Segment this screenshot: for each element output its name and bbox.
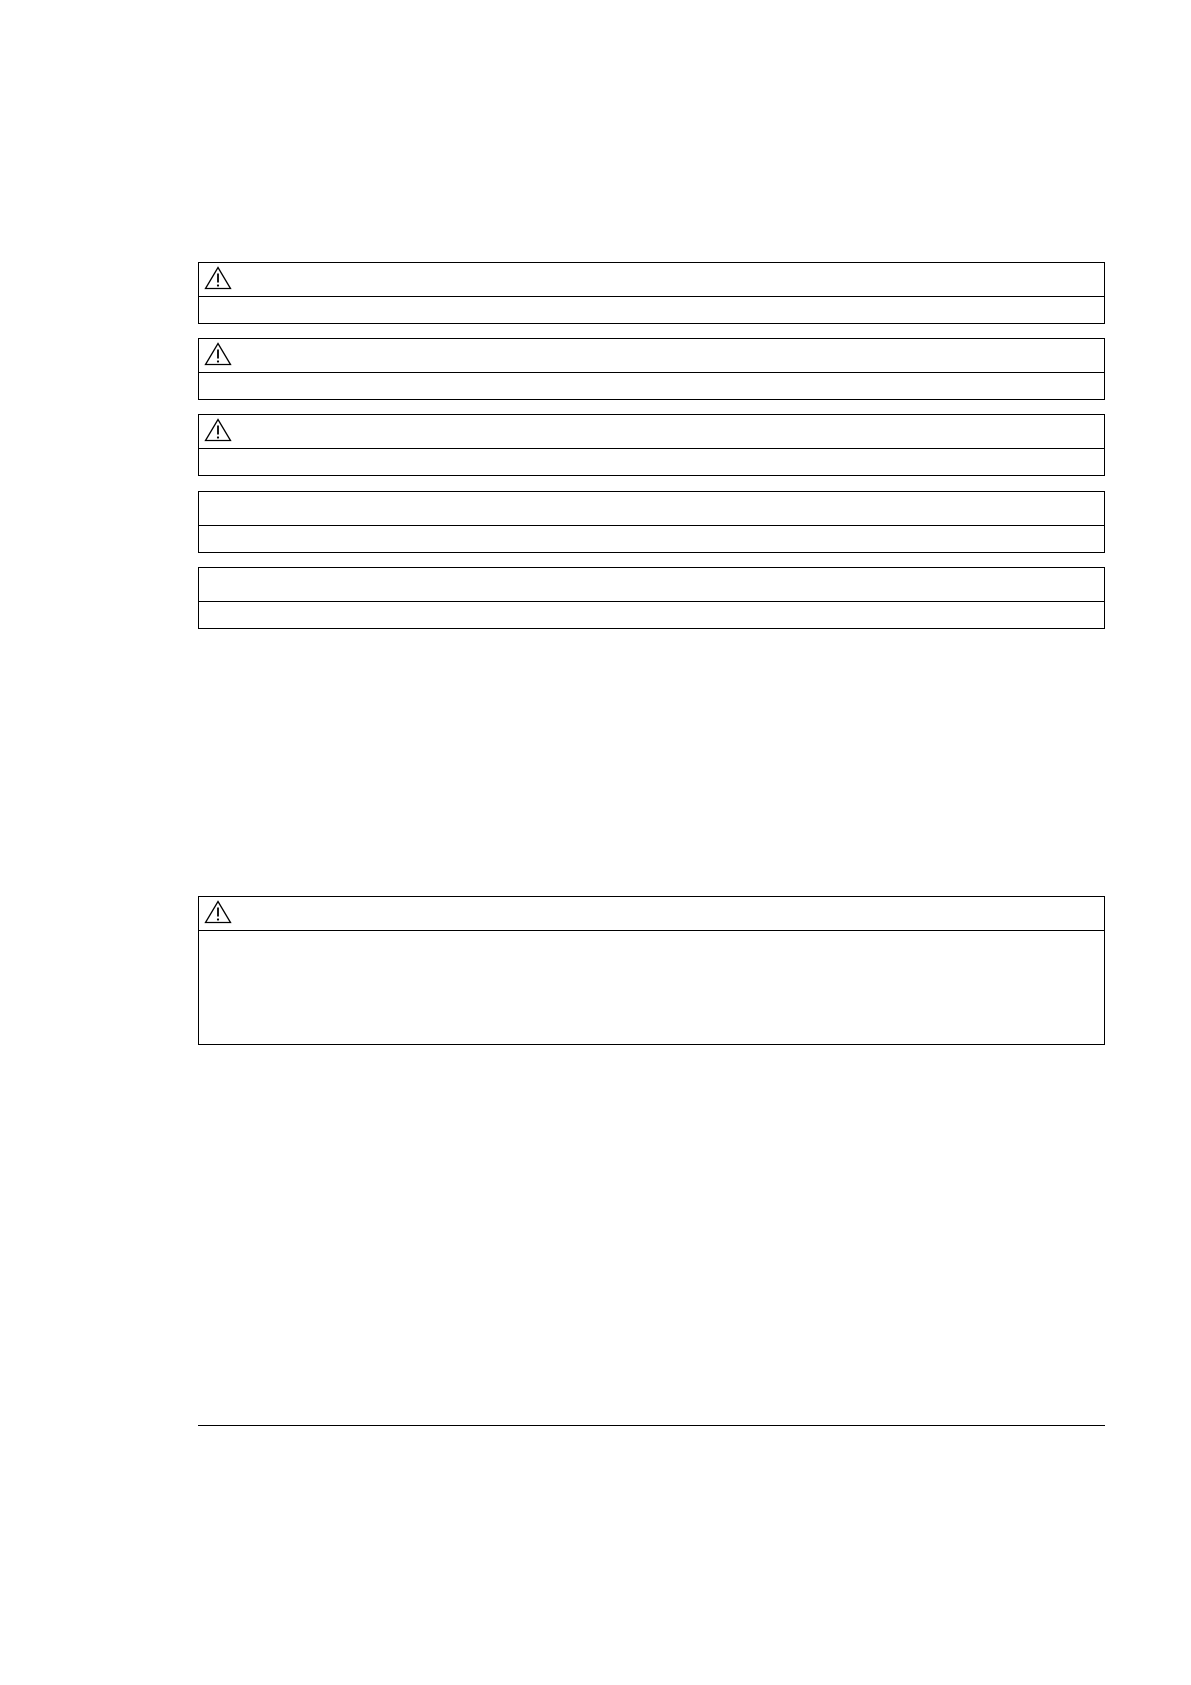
notice-body [199, 931, 1104, 1044]
notice-box-warning-large [198, 896, 1105, 1045]
notice-box-notice-5 [198, 567, 1105, 629]
notice-header [199, 339, 1104, 373]
notice-header [199, 568, 1104, 602]
warning-triangle-icon [204, 418, 232, 442]
notice-header [199, 897, 1104, 931]
warning-triangle-icon [204, 900, 232, 924]
notice-box-warning-2 [198, 338, 1105, 400]
notice-body [199, 526, 1104, 552]
notice-body [199, 297, 1104, 323]
notice-box-danger-1 [198, 262, 1105, 324]
warning-triangle-icon [204, 266, 232, 290]
footer-divider [198, 1425, 1105, 1426]
notice-body [199, 602, 1104, 628]
notice-body [199, 373, 1104, 399]
notice-header [199, 492, 1104, 526]
notice-header [199, 263, 1104, 297]
notice-box-caution-3 [198, 414, 1105, 476]
notice-box-caution-4 [198, 491, 1105, 553]
notice-body [199, 449, 1104, 475]
notice-header [199, 415, 1104, 449]
warning-triangle-icon [204, 342, 232, 366]
